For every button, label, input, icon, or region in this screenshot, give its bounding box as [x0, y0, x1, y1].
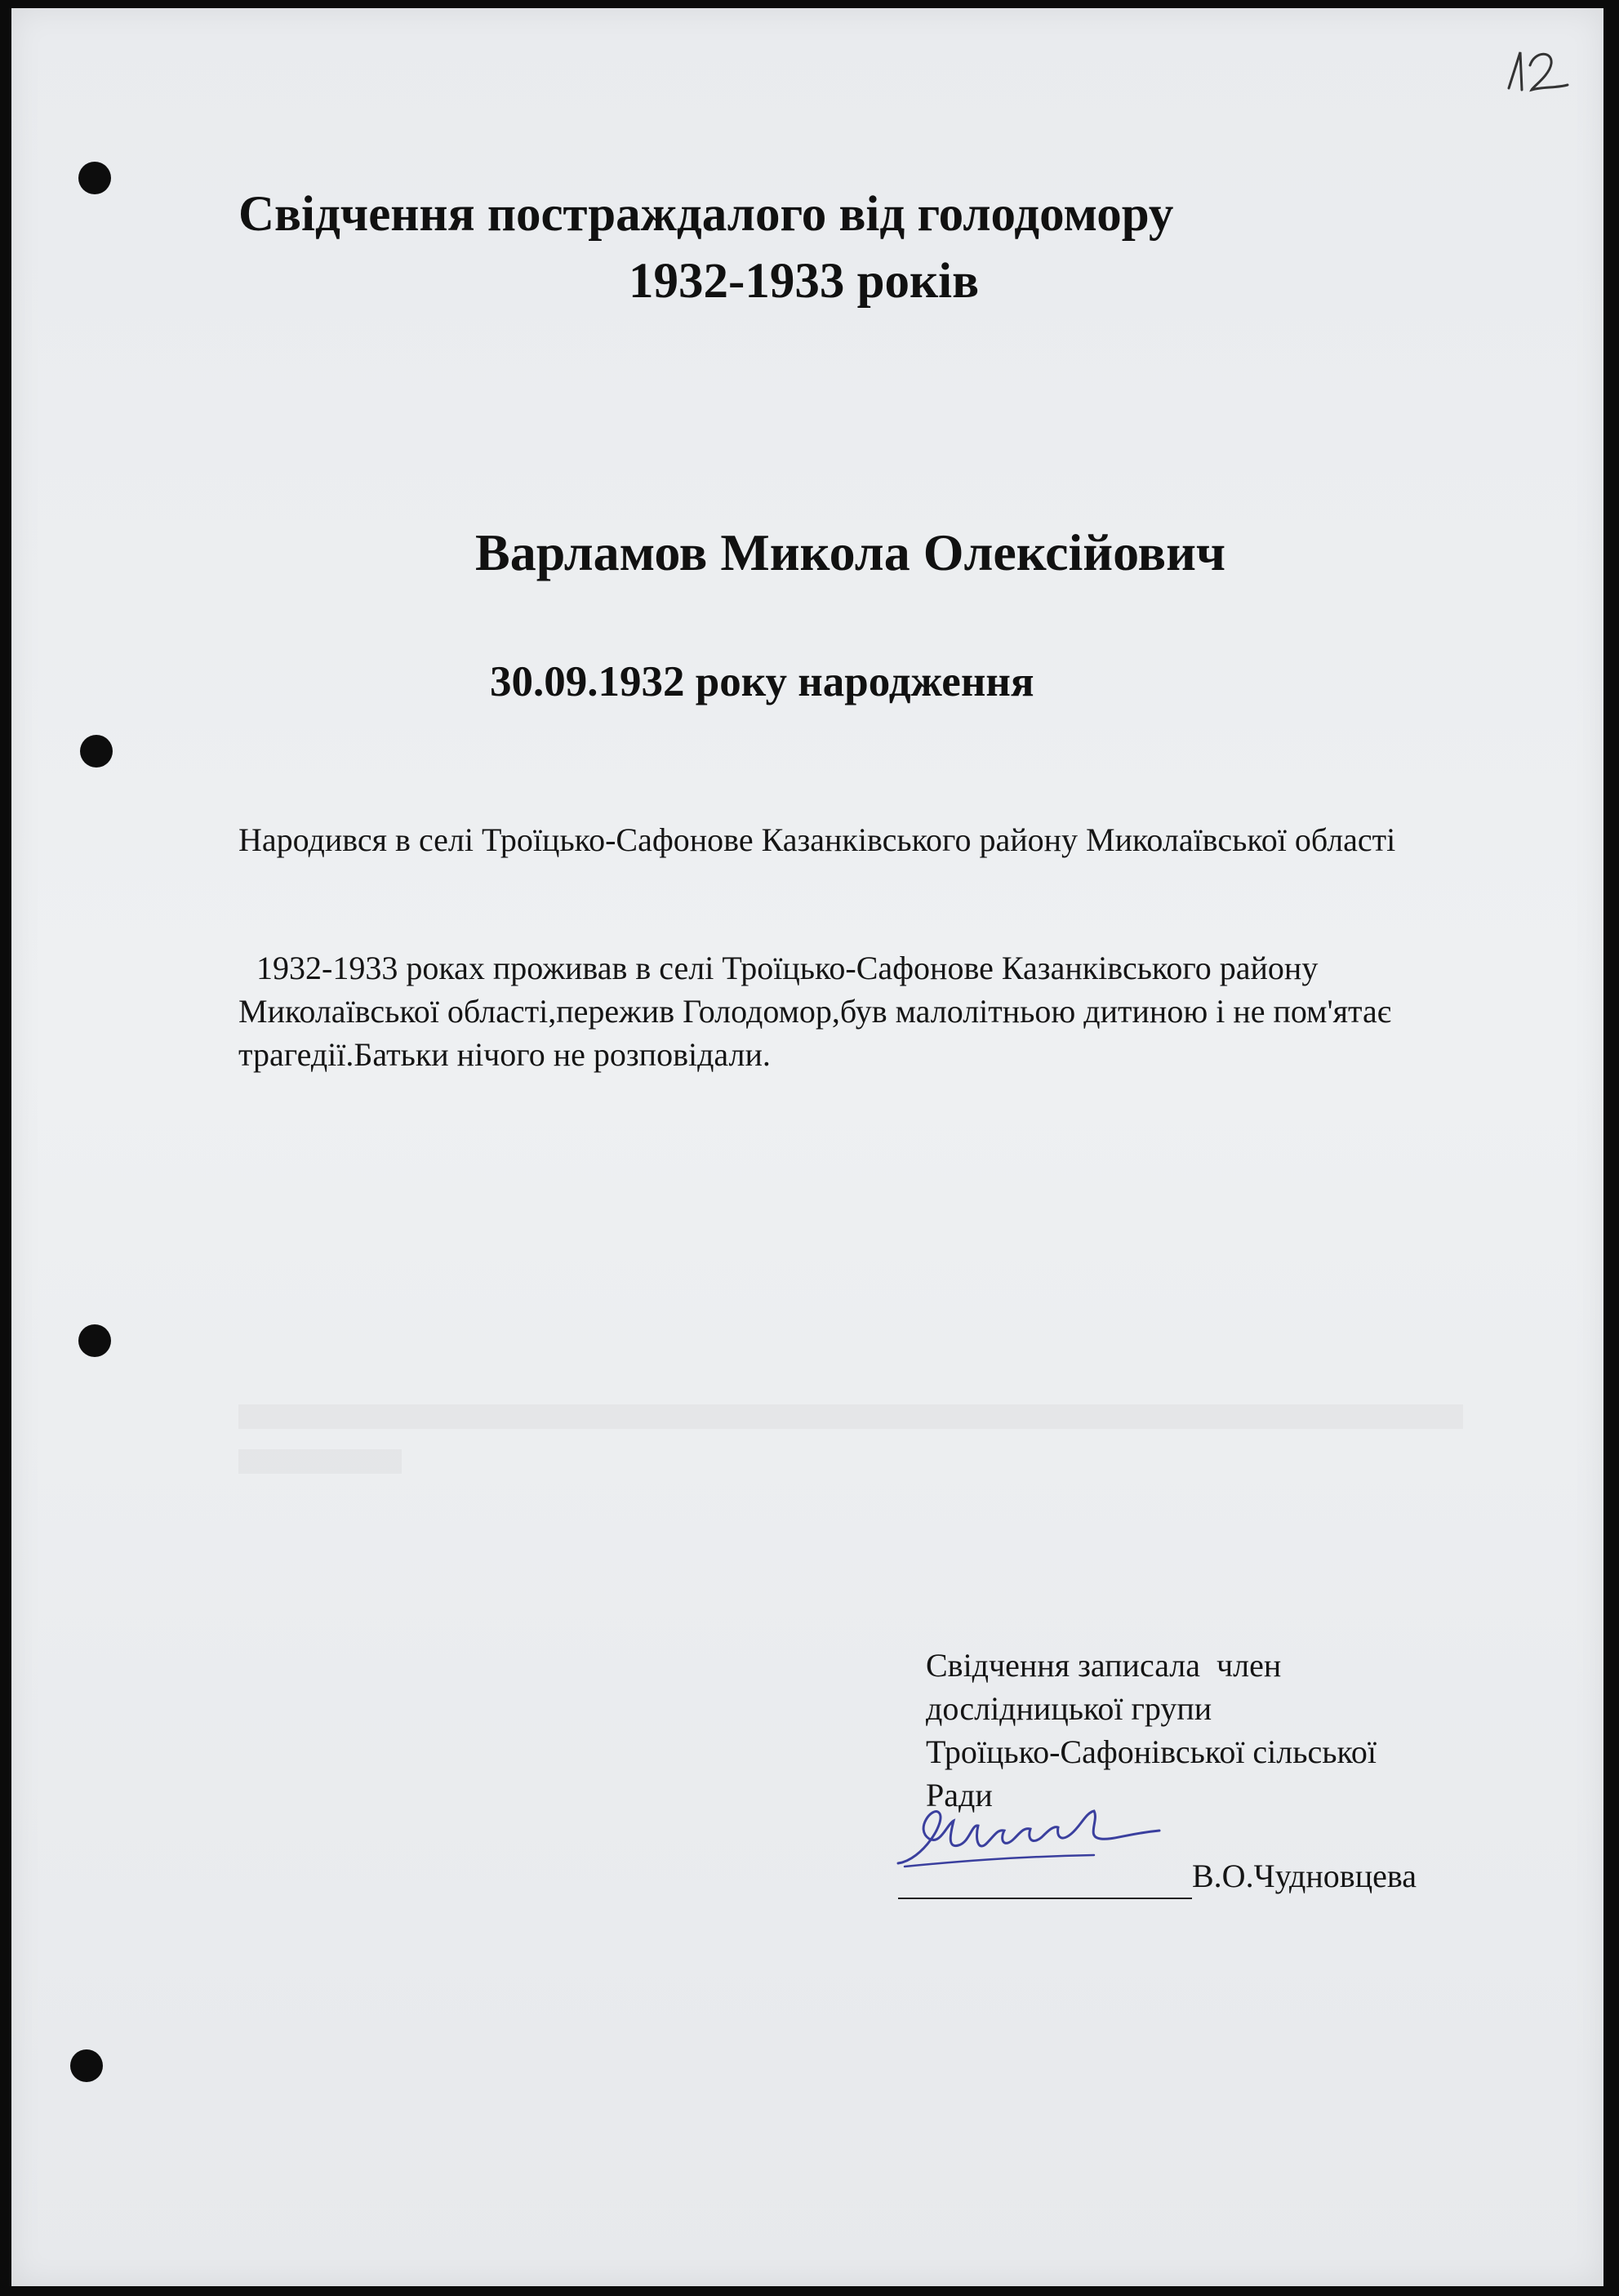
- recorder-line-1: Свідчення записала член: [926, 1647, 1282, 1684]
- punch-hole-1: [78, 162, 111, 194]
- testimony-paragraph: 1932-1933 роках проживав в селі Троїцько-Сафонове Казанківського району Миколаївської області,пережив Голодомор,був малолітньою дитиною і не пом'ятає трагедії.Батьки нічого не розповідали.: [238, 950, 1391, 1073]
- title-line-1: Свідчення постраждалого від голодомору: [238, 187, 1174, 242]
- recorder-line-4: Ради: [926, 1777, 993, 1813]
- recorder-line-2: дослідницької групи: [926, 1690, 1212, 1727]
- document-page: [11, 8, 1603, 2286]
- person-name: Варламов Микола Олексійович: [475, 523, 1226, 581]
- handwritten-signature: [890, 1788, 1176, 1878]
- signature-underline: [898, 1898, 1192, 1899]
- title-line-2: 1932-1933 років: [629, 254, 980, 309]
- punch-hole-2: [80, 735, 113, 768]
- birthplace-paragraph: Народився в селі Троїцько-Сафонове Казанківського району Миколаївської області: [238, 821, 1396, 858]
- punch-hole-3: [78, 1324, 111, 1357]
- bleed-through-mark: [238, 1449, 402, 1474]
- recorder-name: В.О.Чудновцева: [1192, 1858, 1417, 1894]
- punch-hole-4: [70, 2049, 103, 2082]
- birth-date: 30.09.1932 року народження: [490, 658, 1034, 705]
- recorder-line-3: Троїцько-Сафонівської сільської: [926, 1733, 1377, 1770]
- bleed-through-mark: [238, 1404, 1463, 1429]
- page-number-handwritten: [1502, 41, 1576, 98]
